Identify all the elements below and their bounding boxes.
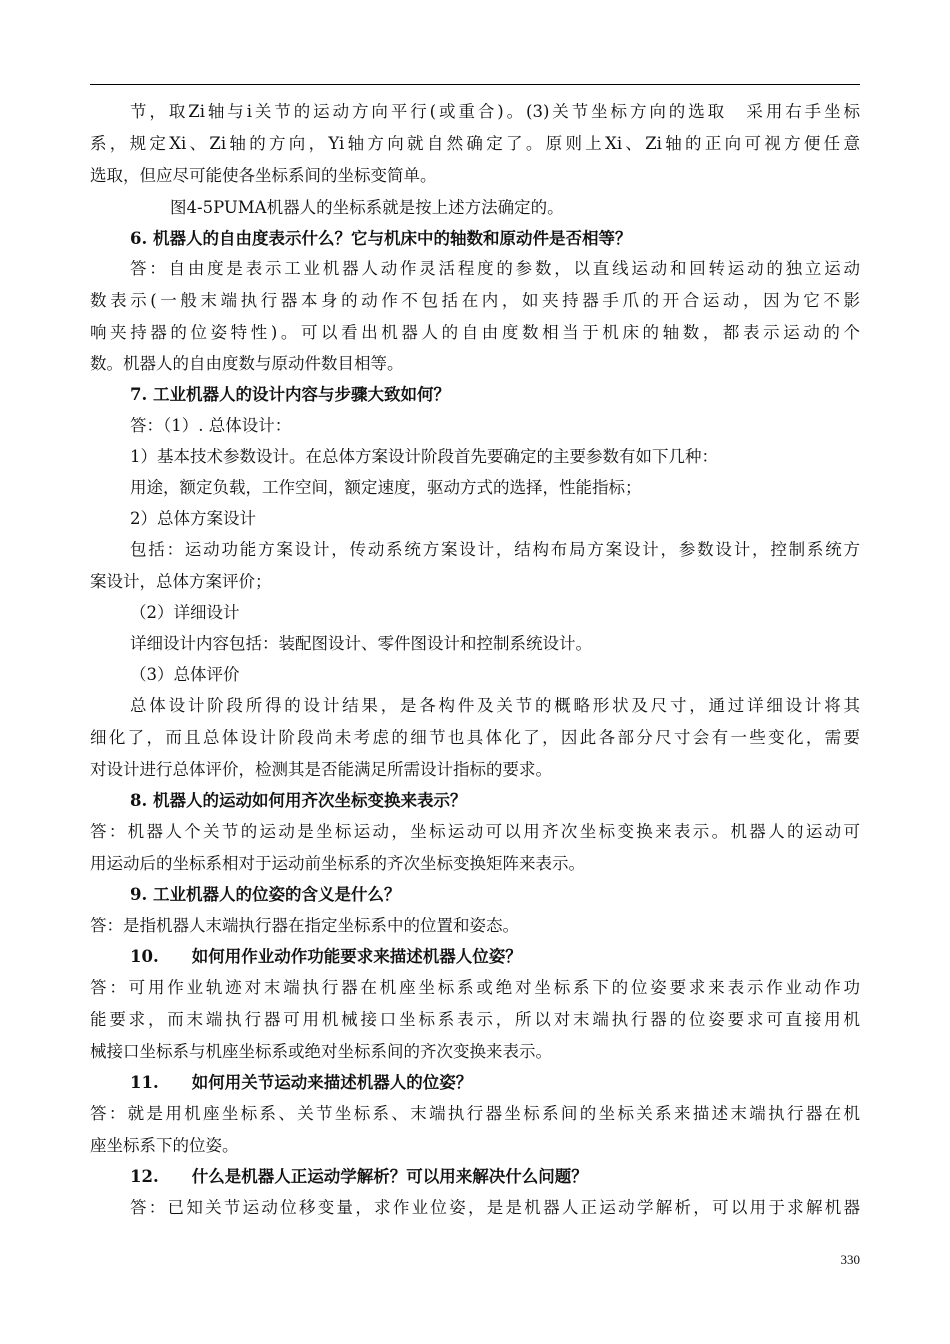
text-line: 详细设计内容包括：装配图设计、零件图设计和控制系统设计。	[130, 634, 592, 653]
question-heading: 8. 机器人的运动如何用齐次坐标变换来表示？	[130, 791, 467, 810]
text-line: 能要求，而末端执行器可用机械接口坐标系表示，所以对末端执行器的位姿要求可直接用机	[90, 1010, 860, 1029]
text-line: 图4-5PUMA机器人的坐标系就是按上述方法确定的。	[170, 198, 564, 217]
text-line: 案设计，总体方案评价；	[90, 572, 272, 591]
text-line: 节，取Zi轴与i关节的运动方向平行(或重合)。(3)关节坐标方向的选取 采用右手坐标	[130, 102, 860, 121]
question-heading: 10. 如何用作业动作功能要求来描述机器人位姿？	[130, 947, 522, 966]
text-line: 2）总体方案设计	[130, 509, 256, 528]
text-line: 用运动后的坐标系相对于运动前坐标系的齐次坐标变换矩阵来表示。	[90, 854, 585, 873]
question-heading: 9. 工业机器人的位姿的含义是什么？	[130, 885, 401, 904]
text-line: 座坐标系下的位姿。	[90, 1136, 239, 1155]
text-line: 数表示(一般末端执行器本身的动作不包括在内，如夹持器手爪的开合运动，因为它不影	[90, 291, 860, 310]
text-line: 答：自由度是表示工业机器人动作灵活程度的参数，以直线运动和回转运动的独立运动	[130, 259, 860, 278]
header-rule	[90, 84, 860, 85]
text-line: 细化了，而且总体设计阶段尚未考虑的细节也具体化了，因此各部分尺寸会有一些变化，需要	[90, 728, 860, 747]
text-line: 答：机器人个关节的运动是坐标运动，坐标运动可以用齐次坐标变换来表示。机器人的运动可	[90, 822, 860, 841]
question-heading: 7. 工业机器人的设计内容与步骤大致如何？	[130, 385, 450, 404]
text-line: 用途，额定负载，工作空间，额定速度，驱动方式的选择，性能指标；	[130, 478, 642, 497]
text-line: 1）基本技术参数设计。在总体方案设计阶段首先要确定的主要参数有如下几种：	[130, 447, 718, 466]
text-line: 答：已知关节运动位移变量，求作业位姿，是是机器人正运动学解析，可以用于求解机器	[130, 1198, 860, 1217]
text-line: 答：（1）. 总体设计：	[130, 416, 292, 435]
text-line: 总体设计阶段所得的设计结果，是各构件及关节的概略形状及尺寸，通过详细设计将其	[130, 696, 860, 715]
text-line: （3）总体评价	[130, 665, 240, 684]
question-heading: 12. 什么是机器人正运动学解析？可以用来解决什么问题？	[130, 1167, 588, 1186]
text-line: 答：是指机器人末端执行器在指定坐标系中的位置和姿态。	[90, 916, 519, 935]
text-line: 数。机器人的自由度数与原动件数目相等。	[90, 354, 404, 373]
text-line: 系，规定Xi、Zi轴的方向，Yi轴方向就自然确定了。原则上Xi、Zi轴的正向可视方便任意	[90, 134, 860, 153]
text-line: 包括：运动功能方案设计，传动系统方案设计，结构布局方案设计，参数设计，控制系统方	[130, 540, 860, 559]
text-line: 械接口坐标系与机座坐标系或绝对坐标系间的齐次变换来表示。	[90, 1042, 552, 1061]
text-line: 选取，但应尽可能使各坐标系间的坐标变简单。	[90, 166, 437, 185]
text-line: 响夹持器的位姿特性)。可以看出机器人的自由度数相当于机床的轴数，都表示运动的个	[90, 323, 860, 342]
page-number: 330	[840, 1252, 860, 1267]
text-line: （2）详细设计	[130, 603, 240, 622]
text-line: 答：就是用机座坐标系、关节坐标系、末端执行器坐标系间的坐标关系来描述末端执行器在机	[90, 1104, 860, 1123]
text-line: 答：可用作业轨迹对末端执行器在机座坐标系或绝对坐标系下的位姿要求来表示作业动作功	[90, 978, 860, 997]
question-heading: 11. 如何用关节运动来描述机器人的位姿？	[130, 1073, 473, 1092]
question-heading: 6. 机器人的自由度表示什么？它与机床中的轴数和原动件是否相等？	[130, 229, 632, 248]
text-line: 对设计进行总体评价，检测其是否能满足所需设计指标的要求。	[90, 760, 552, 779]
